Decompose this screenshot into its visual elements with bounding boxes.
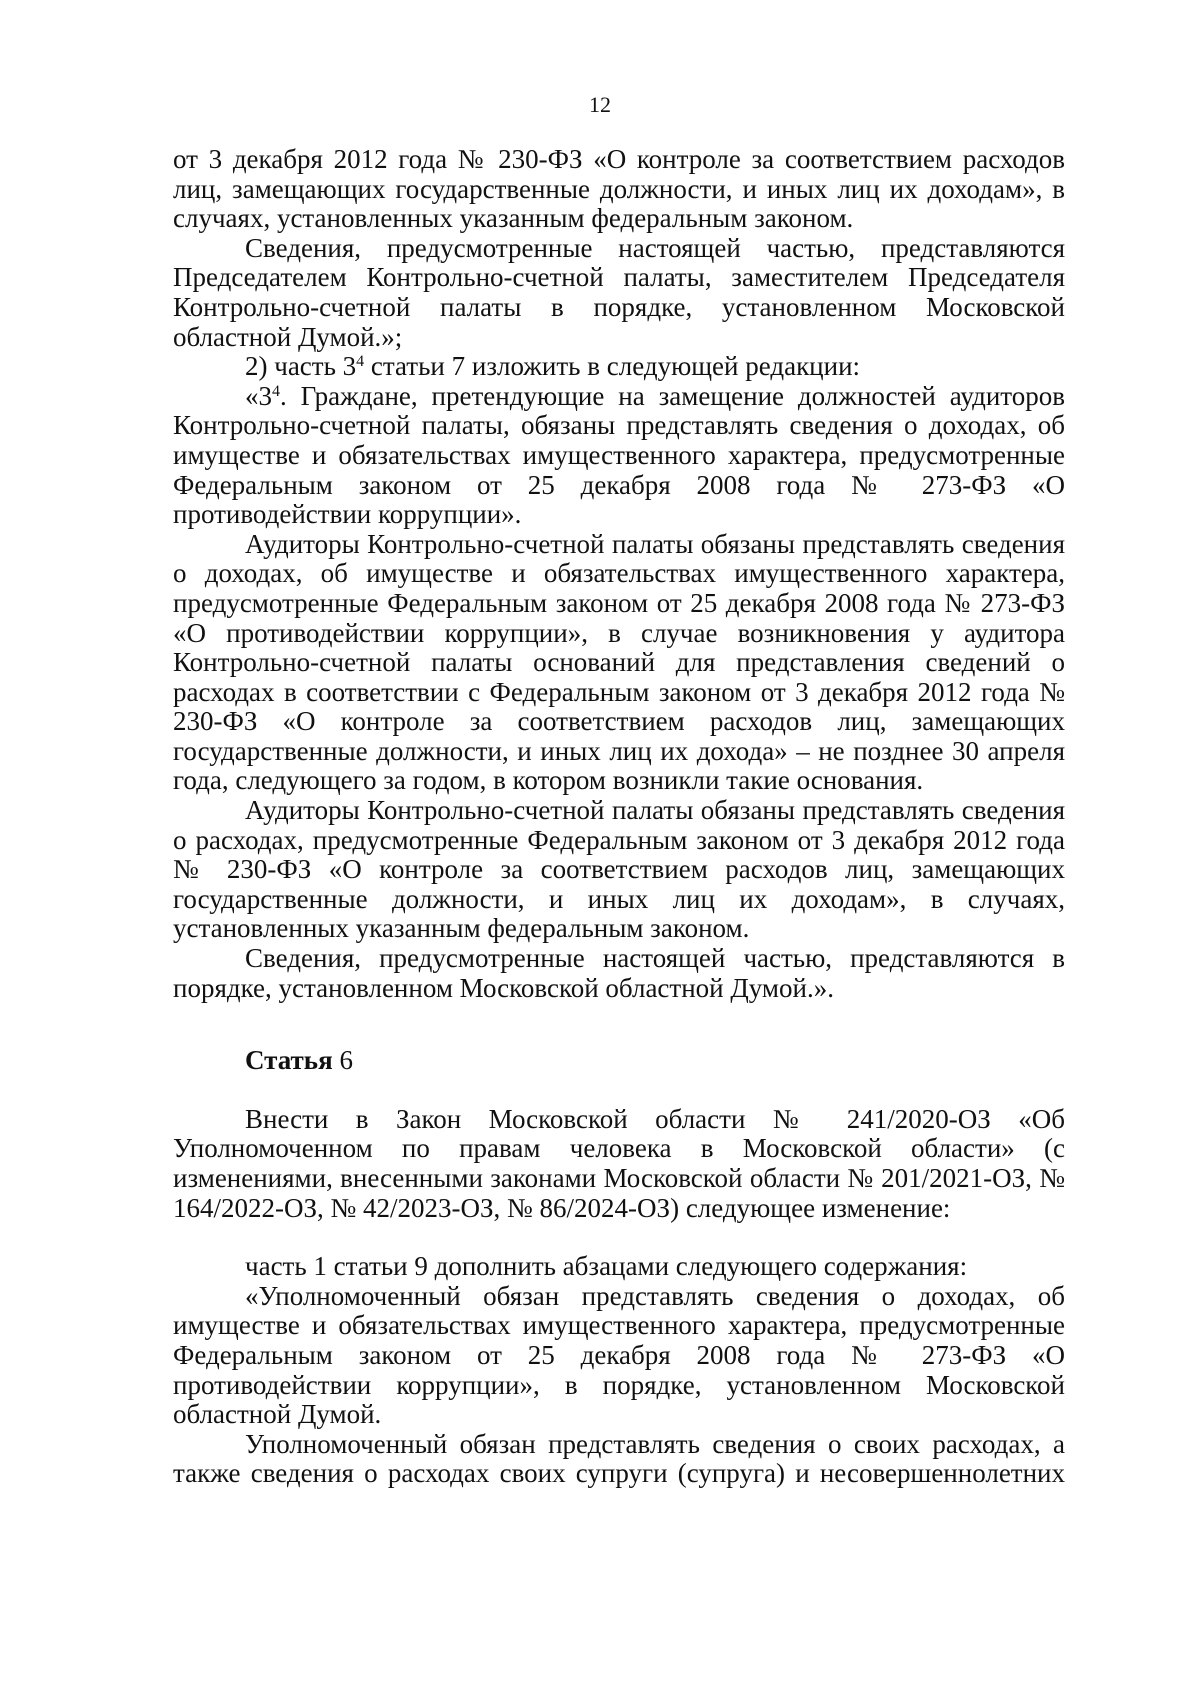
paragraph: Сведения, предусмотренные настоящей частью, представляются Председателем Контрольно-счетной палаты, заместителем Председателя Контрольно-счетной палаты в порядке, установленном Московской областной Думой.»; <box>173 232 1065 352</box>
paragraph-text: 2) часть 3 <box>245 351 357 382</box>
paragraph: Сведения, предусмотренные настоящей частью, представляются в порядке, установленном Московской областной Думой.». <box>173 943 1065 1003</box>
paragraph <box>173 382 1065 530</box>
paragraph-text: статьи 7 изложить в следующей редакции: <box>364 351 861 382</box>
paragraph-text: . Граждане, претендующие на замещение должностей аудиторов Контрольно-счетной палаты, обязаны представлять сведения о доходах, об имуществе и обязательствах имущественного характера, предусмотренные Федеральным законом от 25 декабря 2008 года № 273-ФЗ «О противодействии коррупции». <box>173 380 1065 530</box>
superscript: 4 <box>356 353 365 371</box>
document-body <box>173 145 1065 1489</box>
article-heading-number: 6 <box>332 1045 353 1076</box>
paragraph: «Уполномоченный обязан представлять сведения о доходах, об имуществе и обязательствах имущественного характера, предусмотренные Федеральным законом от 25 декабря 2008 года № 273-ФЗ «О противодействии коррупции», в порядке, установленном Московской областной Думой. <box>173 1280 1065 1430</box>
page-number: 12 <box>589 92 611 117</box>
paragraph: Аудиторы Контрольно-счетной палаты обязаны представлять сведения о доходах, об имуществе и обязательствах имущественного характера, предусмотренные Федеральным законом от 25 декабря 2008 года № 273-ФЗ «О противодействии коррупции», в случае возникновения у аудитора Контрольно-счетной палаты оснований для представления сведений о расходах в соответствии с Федеральным законом от 3 декабря 2012 года № 230-ФЗ «О контроле за соответствием расходов лиц, замещающих государственные должности, и иных лиц их дохода» – не позднее 30 апреля года, следующего за годом, в котором возникли такие основания. <box>173 528 1065 796</box>
paragraph: Уполномоченный обязан представлять сведения о своих расходах, а также сведения о расходах своих супруги (супруга) и несовершеннолетних <box>173 1428 1065 1489</box>
paragraph-text: «3 <box>245 380 272 411</box>
paragraph: от 3 декабря 2012 года № 230-ФЗ «О контроле за соответствием расходов лиц, замещающих государственные должности, и иных лиц их доходам», в случаях, установленных указанным федеральным законом. <box>173 144 1065 234</box>
paragraph: Внести в Закон Московской области № 241/2020-ОЗ «Об Уполномоченном по правам человека в Московской области» (с изменениями, внесенными законами Московской области № 201/2021-ОЗ, № 164/2022-ОЗ, № 42/2023-ОЗ, № 86/2024-ОЗ) следующее изменение: <box>173 1103 1065 1223</box>
paragraph <box>173 352 1065 382</box>
superscript: 4 <box>272 382 280 400</box>
paragraph: часть 1 статьи 9 дополнить абзацами следующего содержания: <box>245 1251 968 1282</box>
paragraph: Аудиторы Контрольно-счетной палаты обязаны представлять сведения о расходах, предусмотренные Федеральным законом от 3 декабря 2012 года № 230-ФЗ «О контроле за соответствием расходов лиц, замещающих государственные должности, и иных лиц их доходам», в случаях, установленных указанным федеральным законом. <box>173 795 1065 944</box>
article-heading <box>173 1046 1065 1076</box>
article-heading-label: Статья <box>245 1045 333 1076</box>
